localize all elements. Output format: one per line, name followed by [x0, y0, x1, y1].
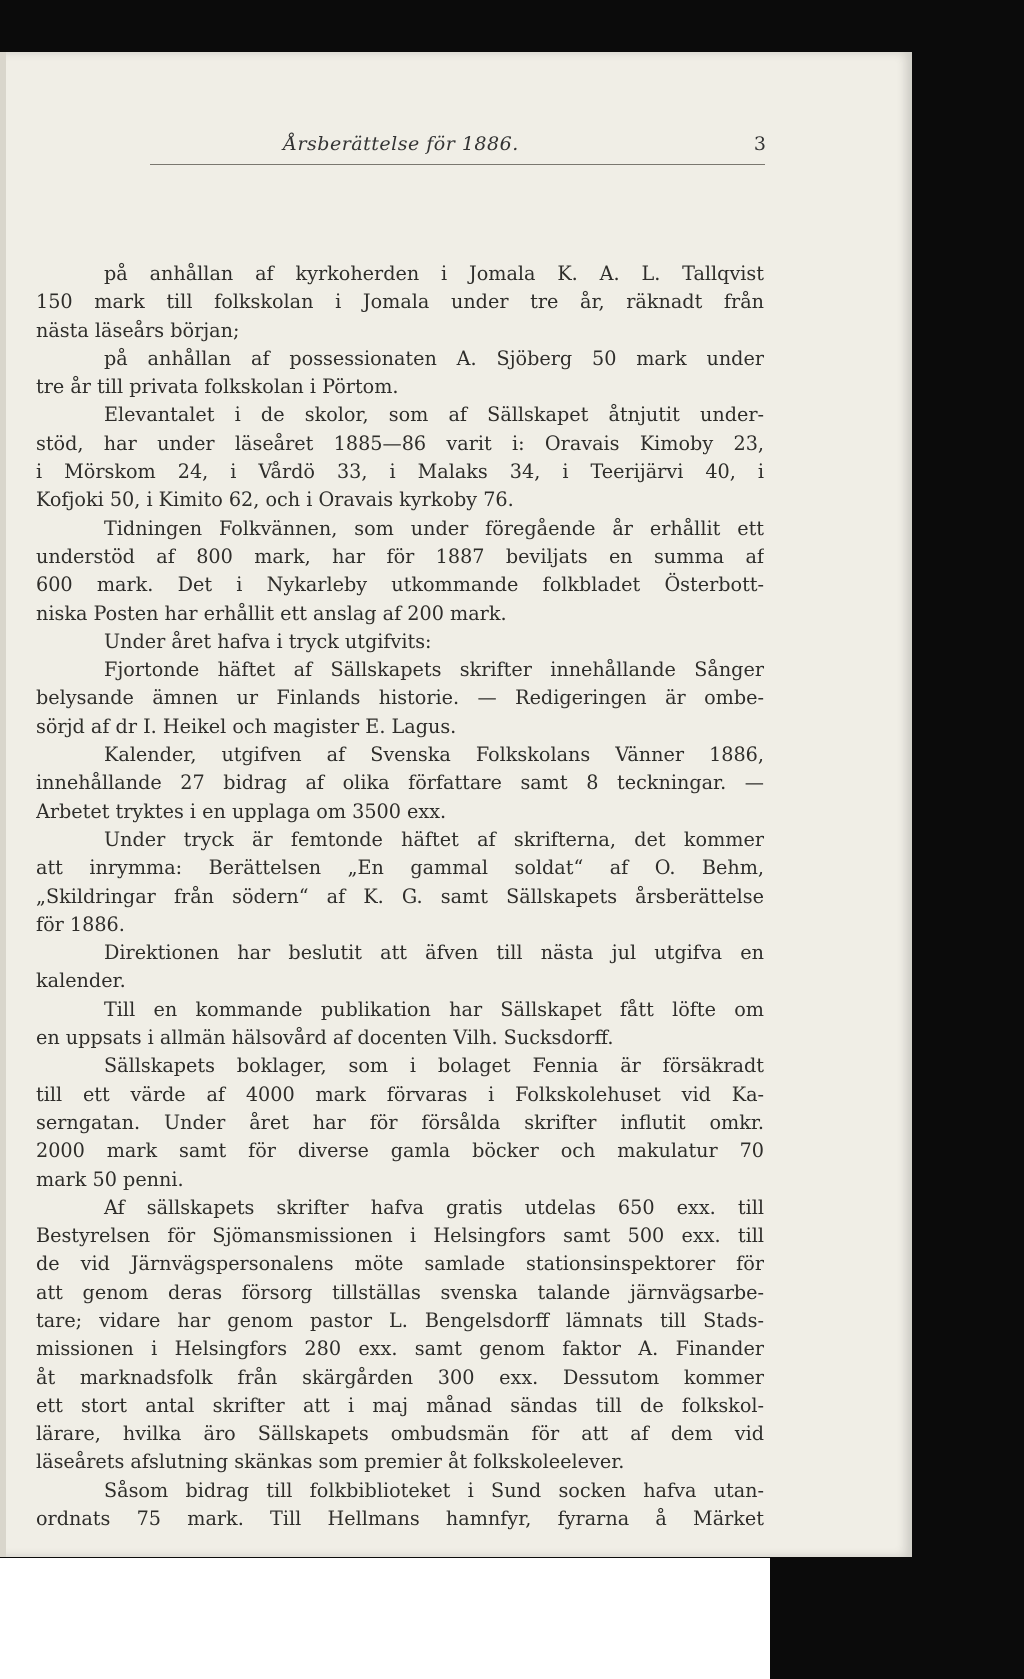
text-line: lärare, hvilka äro Sällskapets ombudsmän för att af dem vid — [36, 1422, 764, 1446]
text-line: belysande ämnen ur Finlands historie. — Redigeringen är ombe- — [36, 686, 764, 710]
text-line: Arbetet tryktes i en upplaga om 3500 exx. — [36, 799, 447, 823]
text-line: innehållande 27 bidrag af olika författare samt 8 teckningar. — — [36, 771, 764, 795]
text-line: serngatan. Under året har för försålda skrifter influtit omkr. — [36, 1110, 764, 1134]
text-line: Under året hafva i tryck utgifvits: — [104, 629, 432, 653]
text-line: kalender. — [36, 969, 126, 993]
text-line: Af sällskapets skrifter hafva gratis utdelas 650 exx. till — [104, 1195, 764, 1219]
text-line: Kalender, utgifven af Svenska Folkskolans Vänner 1886, — [104, 743, 764, 767]
text-line: sörjd af dr I. Heikel och magister E. Lagus. — [36, 714, 457, 738]
text-line: åt marknadsfolk från skärgården 300 exx. Dessutom kommer — [36, 1365, 764, 1389]
text-line: Fjortonde häftet af Sällskapets skrifter innehållande Sånger — [104, 658, 764, 682]
text-line: Såsom bidrag till folkbiblioteket i Sund socken hafva utan- — [104, 1478, 764, 1502]
text-line: att inrymma: Berättelsen „En gammal soldat“ af O. Behm, — [36, 856, 764, 880]
text-line: till ett värde af 4000 mark förvaras i Folkskolehuset vid Ka- — [36, 1082, 764, 1106]
header-rule — [150, 164, 765, 165]
text-line: på anhållan af possessionaten A. Sjöberg 50 mark under — [104, 346, 764, 370]
text-line: att genom deras försorg tillställas svenska talande järnvägsarbe- — [36, 1280, 764, 1304]
text-line: nästa läseårs början; — [36, 318, 240, 342]
text-line: Bestyrelsen för Sjömansmissionen i Helsingfors samt 500 exx. till — [36, 1224, 764, 1248]
text-line: missionen i Helsingfors 280 exx. samt genom faktor A. Finander — [36, 1337, 764, 1361]
text-line: niska Posten har erhållit ett anslag af 200 mark. — [36, 601, 507, 625]
text-line: „Skildringar från södern“ af K. G. samt Sällskapets årsberättelse — [36, 884, 764, 908]
page-header — [36, 133, 766, 163]
page-edge — [0, 52, 6, 1557]
text-line: en uppsats i allmän hälsovård af docenten Vilh. Sucksdorff. — [36, 1026, 614, 1050]
text-line: Tidningen Folkvännen, som under föregående år erhållit ett — [104, 516, 764, 540]
page-number: 3 — [753, 133, 766, 155]
text-line: stöd, har under läseåret 1885—86 varit i: Oravais Kimoby 23, — [36, 431, 764, 455]
text-line: tre år till privata folkskolan i Pörtom. — [36, 375, 399, 399]
text-line: ett stort antal skrifter att i maj månad sändas till de folkskol- — [36, 1393, 764, 1417]
text-line: på anhållan af kyrkoherden i Jomala K. A. L. Tallqvist — [104, 262, 764, 285]
text-line: 2000 mark samt för diverse gamla böcker och makulatur 70 — [36, 1139, 764, 1163]
text-line: Direktionen har beslutit att äfven till nästa jul utgifva en — [104, 941, 764, 965]
text-line: mark 50 penni. — [36, 1167, 184, 1191]
text-line: Sällskapets boklager, som i bolaget Fennia är försäkradt — [104, 1054, 764, 1078]
text-line: Kofjoki 50, i Kimito 62, och i Oravais kyrkoby 76. — [36, 488, 514, 512]
text-line: 150 mark till folkskolan i Jomala under tre år, räknadt från — [36, 290, 764, 314]
text-line: i Mörskom 24, i Vårdö 33, i Malaks 34, i Teerijärvi 40, i — [36, 460, 764, 484]
text-line: understöd af 800 mark, har för 1887 beviljats en summa af — [36, 544, 764, 568]
body-text — [36, 260, 764, 1533]
text-line: läseårets afslutning skänkas som premier åt folkskoleelever. — [36, 1450, 625, 1474]
scan-bottom-margin — [0, 1558, 770, 1679]
text-line: tare; vidare har genom pastor L. Bengelsdorff lämnats till Stads- — [36, 1308, 764, 1332]
text-line: 600 mark. Det i Nykarleby utkommande folkbladet Österbott- — [36, 573, 764, 597]
text-line: Till en kommande publikation har Sällskapet fått löfte om — [104, 997, 764, 1021]
text-line: Elevantalet i de skolor, som af Sällskapet åtnjutit under- — [104, 403, 764, 427]
text-line: Under tryck är femtonde häftet af skrifterna, det kommer — [104, 827, 764, 851]
running-title: Årsberättelse för 1886. — [283, 133, 519, 155]
text-line: de vid Järnvägspersonalens möte samlade stationsinspektorer för — [36, 1252, 764, 1276]
text-line: för 1886. — [36, 912, 125, 936]
text-line: ordnats 75 mark. Till Hellmans hamnfyr, fyrarna å Märket — [36, 1507, 764, 1531]
